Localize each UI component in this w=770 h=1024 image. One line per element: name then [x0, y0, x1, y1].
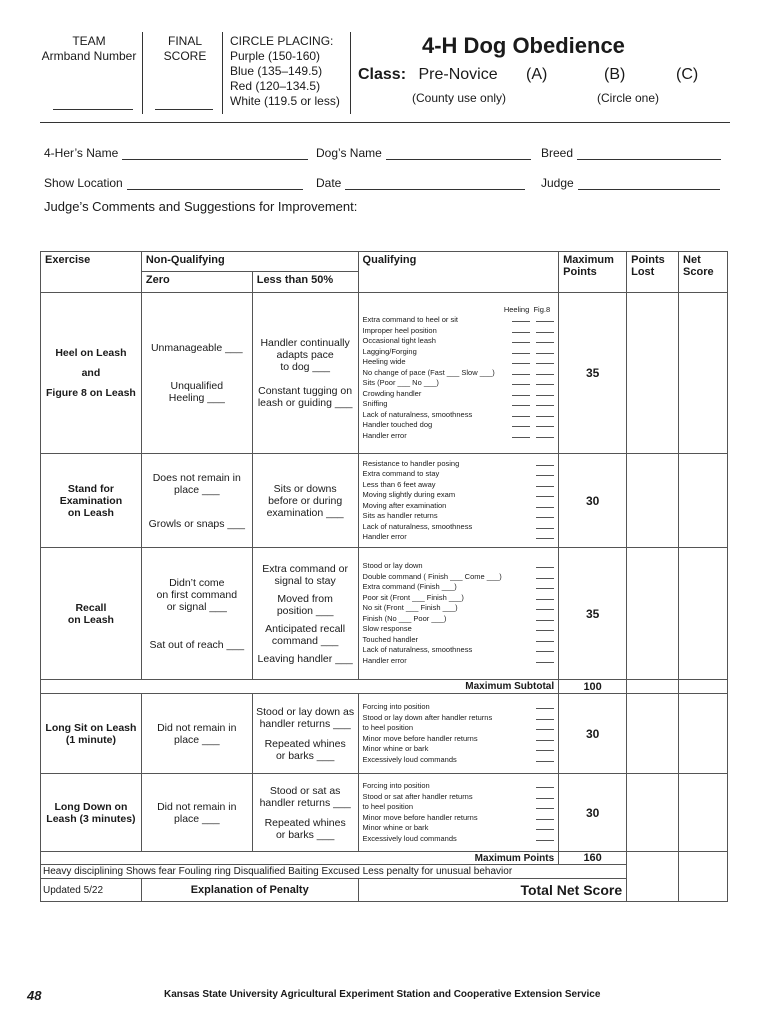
deduction-blank[interactable]: [530, 755, 554, 766]
deduction-blank[interactable]: [530, 593, 554, 604]
heel-name-1: Heel on Leash: [55, 347, 127, 359]
col-score: Score: [683, 266, 714, 278]
deduction-blank[interactable]: [530, 614, 554, 625]
qualifying-item: [363, 834, 555, 845]
qualifying-item: [363, 399, 555, 410]
longdown-max: 30: [559, 774, 627, 852]
qualifying-item: [363, 480, 555, 491]
recall-name-2: on Leash: [67, 613, 114, 626]
recall-less-5: Anticipated recall: [265, 622, 346, 635]
deduction-blank[interactable]: [530, 480, 554, 491]
qualifying-item: [363, 368, 555, 379]
heel-points-lost[interactable]: [627, 293, 679, 454]
longsit-net-score[interactable]: [679, 694, 728, 774]
recall-net-score[interactable]: [679, 548, 728, 680]
longsit-less-1: Stood or lay down as: [256, 705, 355, 718]
deduction-blank[interactable]: [530, 781, 554, 792]
recall-less-1: Extra command or: [262, 562, 349, 575]
qualifying-item: [363, 357, 555, 368]
heel-zero-1[interactable]: Unmanageable ___: [150, 342, 243, 354]
deduction-blank[interactable]: [530, 813, 554, 824]
breed-field[interactable]: [541, 146, 721, 160]
longsit-less50: [252, 694, 358, 774]
qualifying-item-label: to heel position: [362, 723, 413, 732]
col-lost: Lost: [631, 266, 655, 278]
final-score-label: [150, 34, 220, 64]
longsit-qualifying: [358, 694, 559, 774]
qualifying-item-label: Excessively loud commands: [362, 833, 457, 843]
longsit-less-4[interactable]: or barks ___: [275, 749, 335, 762]
longsit-zero-1: Did not remain in: [157, 721, 237, 734]
longsit-zero: [141, 694, 252, 774]
col-zero: Zero: [141, 272, 252, 293]
heel-less-2: adapts pace: [276, 349, 334, 361]
longdown-name-1: Long Down on: [54, 800, 128, 813]
placing-blue: Blue (135–149.5): [230, 64, 323, 78]
breed-label: Breed: [541, 146, 574, 160]
qualifying-item-label: Touched handler: [362, 634, 419, 644]
deduction-blank[interactable]: [530, 792, 554, 803]
heel-qualifying: [358, 293, 559, 454]
county-use: (County use only): [412, 91, 507, 105]
deduction-blank[interactable]: [530, 734, 554, 745]
page-number: 48: [27, 988, 42, 1003]
qualifying-item: [363, 561, 555, 572]
qualifying-item: [363, 469, 555, 480]
deduction-blank[interactable]: [530, 582, 554, 593]
subtotal-value: 100: [559, 680, 627, 694]
col-points-lost: [627, 252, 679, 293]
qualifying-item: [363, 645, 555, 656]
qualifying-item-label: Minor whine or bark: [362, 823, 429, 832]
qualifying-item: [363, 734, 555, 745]
maxpoints-value: 160: [559, 852, 627, 865]
score-blank[interactable]: [155, 109, 213, 110]
date-field[interactable]: [316, 176, 525, 190]
deduction-blank[interactable]: [506, 420, 554, 431]
stand-qualifying: [358, 454, 559, 548]
longsit-name-2: (1 minute): [65, 733, 117, 746]
penalty-list[interactable]: Heavy disciplining Shows fear Fouling ring Disqualified Baiting Excused Less penalty for unusual behavior: [41, 865, 627, 879]
deduction-blank[interactable]: [530, 823, 554, 834]
heel-zero: [141, 293, 252, 454]
longsit-name-1: Long Sit on Leash: [45, 721, 137, 734]
divider: [350, 32, 351, 114]
recall-name-1: Recall: [75, 601, 107, 614]
longsit-zero-2[interactable]: place ___: [174, 733, 220, 746]
deduction-blank[interactable]: [506, 431, 554, 442]
deduction-blank[interactable]: [530, 713, 554, 724]
dog-name-field[interactable]: [316, 146, 531, 160]
recall-zero-1: Didn’t come: [169, 576, 225, 589]
qualifying-item: [363, 593, 555, 604]
placing-red: Red (120–134.5): [230, 79, 321, 93]
stand-less-3[interactable]: examination ___: [266, 506, 344, 519]
longsit-q-list: [363, 702, 555, 765]
show-location-label: Show Location: [44, 176, 123, 190]
deduction-blank[interactable]: [530, 635, 554, 646]
her-name-field[interactable]: [44, 146, 308, 160]
team-blank[interactable]: [53, 109, 133, 110]
qualifying-item: [363, 326, 555, 337]
qualifying-item: [363, 347, 555, 358]
qualifying-item-label: Moving after examination: [362, 500, 447, 510]
heel-less-3[interactable]: to dog ___: [280, 361, 330, 373]
heel-net-score[interactable]: [679, 293, 728, 454]
qualifying-item: [363, 378, 555, 389]
col-exercise: Exercise: [41, 252, 142, 293]
option-c[interactable]: (C): [676, 66, 699, 83]
qualifying-item-label: Lack of naturalness, smoothness: [362, 521, 473, 531]
qualifying-item: [363, 431, 555, 442]
longsit-less-3: Repeated whines: [264, 737, 346, 750]
qualifying-item-label: Excessively loud commands: [362, 754, 457, 764]
recall-q-list: [363, 561, 555, 666]
recall-less-6[interactable]: command ___: [271, 634, 339, 647]
deduction-blank[interactable]: [506, 357, 554, 368]
subtotal-lost[interactable]: [627, 680, 679, 694]
circle-one: (Circle one): [597, 91, 660, 105]
recall-zero-4[interactable]: Sat out of reach ___: [149, 638, 245, 651]
class-row: [358, 66, 718, 84]
deduction-blank[interactable]: [530, 459, 554, 470]
stand-zero-1: Does not remain in: [152, 471, 241, 484]
comments-heading: Judge’s Comments and Suggestions for Improvement:: [44, 199, 358, 214]
qualifying-item: [363, 792, 555, 803]
deduction-blank[interactable]: [506, 347, 554, 358]
deduction-blank[interactable]: [530, 723, 554, 734]
longsit-less-2[interactable]: handler returns ___: [259, 717, 351, 730]
recall-less-2: signal to stay: [274, 574, 336, 587]
qualifying-item-label: Less than 6 feet away: [362, 479, 436, 489]
qualifying-item: [363, 582, 555, 593]
longsit-points-lost[interactable]: [627, 694, 679, 774]
deduction-blank[interactable]: [506, 389, 554, 400]
maxpoints-row: [41, 852, 728, 865]
longdown-zero-1: Did not remain in: [157, 800, 237, 813]
heel-less50: [252, 293, 358, 454]
qualifying-item-label: Improper heel position: [362, 325, 437, 335]
longdown-less-3: Repeated whines: [264, 816, 346, 829]
subtotal-label: Maximum Subtotal: [41, 680, 559, 694]
longdown-less-4[interactable]: or barks ___: [275, 828, 335, 841]
stand-zero-3[interactable]: Growls or snaps ___: [148, 517, 245, 530]
qualifying-item-label: Lack of naturalness, smoothness: [362, 409, 473, 419]
heel-max: 35: [559, 293, 627, 454]
heel-zero-3[interactable]: Heeling ___: [168, 392, 225, 404]
stand-name-2: Examination: [59, 494, 123, 507]
qualifying-item: [363, 656, 555, 667]
qualifying-item-label: No change of pace (Fast ___ Slow ___): [362, 367, 495, 377]
deduction-blank[interactable]: [530, 501, 554, 512]
qualifying-item-label: Crowding handler: [362, 388, 422, 398]
qualifying-item: [363, 522, 555, 533]
penalty-row: [41, 865, 728, 879]
qualifying-item-label: Sniffing: [362, 399, 388, 409]
footer-institution: Kansas State University Agricultural Experiment Station and Cooperative Extension Service: [164, 989, 601, 1000]
stand-zero: [141, 454, 252, 548]
armband-text: Armband Number: [41, 49, 137, 63]
col-less50: Less than 50%: [252, 272, 358, 293]
qualifying-item-label: Lack of naturalness, smoothness: [362, 645, 473, 654]
deduction-blank[interactable]: [530, 511, 554, 522]
col-points: Points: [631, 254, 665, 266]
deduction-blank[interactable]: [530, 603, 554, 614]
qualifying-item-label: Minor move before handler returns: [362, 733, 478, 743]
recall-points-lost[interactable]: [627, 548, 679, 680]
longsit-exercise: [41, 694, 142, 774]
stand-net-score[interactable]: [679, 454, 728, 548]
col-max-1: Maximum: [563, 254, 614, 266]
longdown-q-list: [363, 781, 555, 844]
col-max-2: Points: [563, 266, 597, 278]
table-row: [41, 454, 728, 548]
qualifying-item: [363, 635, 555, 646]
deduction-blank[interactable]: [530, 744, 554, 755]
qualifying-item-label: Finish (No ___ Poor ___): [362, 613, 447, 623]
stand-q-list: [363, 459, 555, 543]
qualifying-item: [363, 420, 555, 431]
recall-less-3: Moved from: [277, 592, 333, 605]
heeling-col: Heeling: [503, 304, 530, 314]
team-label: [40, 34, 138, 64]
qualifying-item-label: Lagging/Forging: [362, 346, 417, 356]
deduction-blank[interactable]: [506, 399, 554, 410]
qualifying-item-label: Forcing into position: [362, 702, 430, 711]
qualifying-item: [363, 410, 555, 421]
qualifying-item-label: Handler error: [362, 532, 407, 541]
option-b[interactable]: (B): [604, 66, 626, 83]
deduction-blank[interactable]: [506, 315, 554, 326]
deduction-blank[interactable]: [506, 368, 554, 379]
col-qual: Qualifying: [358, 252, 559, 293]
stand-less-1: Sits or downs: [273, 482, 337, 495]
placing-purple: Purple (150-160): [230, 49, 321, 63]
qualifying-item: [363, 813, 555, 824]
qualifying-item-label: Handler error: [362, 655, 407, 665]
qualifying-item: [363, 389, 555, 400]
qualifying-item-label: No sit (Front ___ Finish ___): [362, 603, 458, 612]
qualifying-item-label: Extra command to stay: [362, 469, 440, 478]
col-net: Net: [683, 254, 701, 266]
heel-q-list: [363, 315, 555, 441]
qualifying-item-label: Extra command to heel or sit: [362, 315, 459, 325]
qualifying-item: [363, 459, 555, 470]
qualifying-item: [363, 802, 555, 813]
total-net-label: Total Net Score: [358, 879, 627, 902]
qualifying-item: [363, 490, 555, 501]
longdown-qualifying: [358, 774, 559, 852]
total-row: [41, 879, 728, 902]
deduction-blank[interactable]: [530, 469, 554, 480]
deduction-blank[interactable]: [530, 834, 554, 845]
qualifying-item-label: Moving slightly during exam: [362, 490, 456, 499]
deduction-blank[interactable]: [530, 561, 554, 572]
qualifying-item: [363, 572, 555, 583]
qualifying-item-label: to heel position: [362, 802, 413, 811]
qualifying-item-label: Extra command (Finish ___): [362, 582, 457, 591]
recall-exercise: [41, 548, 142, 680]
stand-less50: [252, 454, 358, 548]
deduction-blank[interactable]: [530, 645, 554, 656]
heel-name-3: Figure 8 on Leash: [46, 387, 136, 399]
total-net[interactable]: [679, 852, 728, 902]
qualifying-item: [363, 315, 555, 326]
deduction-blank[interactable]: [530, 572, 554, 583]
heel-exercise: [41, 293, 142, 454]
qualifying-item: [363, 603, 555, 614]
longdown-name-2: Leash (3 minutes): [46, 812, 136, 825]
longdown-less-2[interactable]: handler returns ___: [259, 796, 351, 809]
deduction-blank[interactable]: [506, 326, 554, 337]
qualifying-item: [363, 624, 555, 635]
heel-name-2: and: [81, 367, 101, 379]
qualifying-item: [363, 713, 555, 724]
longdown-exercise: [41, 774, 142, 852]
page-title: 4-H Dog Obedience: [422, 33, 625, 58]
explanation-label: Explanation of Penalty: [141, 879, 358, 902]
stand-max: 30: [559, 454, 627, 548]
stand-less-2: before or during: [268, 494, 343, 507]
col-nonqual: Non-Qualifying: [141, 252, 358, 272]
class-label: Class:: [358, 66, 407, 83]
qualifying-item: [363, 823, 555, 834]
qualifying-item-label: Sits (Poor ___ No ___): [362, 378, 439, 388]
dog-name-label: Dog’s Name: [316, 146, 382, 160]
judge-label: Judge: [541, 176, 574, 190]
qualifying-item-label: Minor move before handler returns: [362, 812, 478, 822]
table-row: [41, 774, 728, 852]
date-label: Date: [316, 176, 342, 190]
table-row: [41, 694, 728, 774]
col-net-score: [679, 252, 728, 293]
table-row: [41, 293, 728, 454]
option-a[interactable]: (A): [526, 66, 548, 83]
qualifying-item: [363, 501, 555, 512]
recall-less-7[interactable]: Leaving handler ___: [257, 652, 353, 665]
fig8-col: Fig.8: [533, 304, 551, 314]
updated-label: Updated 5/22: [41, 879, 142, 902]
score-table: [40, 251, 728, 902]
longdown-points-lost[interactable]: [627, 774, 679, 852]
qualifying-item-label: Handler error: [362, 430, 407, 440]
qualifying-item: [363, 744, 555, 755]
heel-zero-2: Unqualified: [170, 380, 224, 392]
her-name-label: 4-Her’s Name: [44, 146, 119, 160]
qualifying-item-label: Minor whine or bark: [362, 744, 429, 753]
circle-placing: [230, 34, 340, 109]
longsit-max: 30: [559, 694, 627, 774]
qualifying-item: [363, 755, 555, 766]
deduction-blank[interactable]: [530, 802, 554, 813]
recall-zero: [141, 548, 252, 680]
class-value: Pre-Novice: [418, 66, 498, 83]
qualifying-item: [363, 336, 555, 347]
table-row: [41, 548, 728, 680]
recall-less-4[interactable]: position ___: [276, 604, 334, 617]
longdown-net-score[interactable]: [679, 774, 728, 852]
qualifying-item: [363, 511, 555, 522]
maxpoints-label: Maximum Points: [41, 852, 559, 865]
recall-qualifying: [358, 548, 559, 680]
qualifying-item-label: Heeling wide: [362, 357, 406, 367]
qualifying-item-label: Forcing into position: [362, 781, 430, 790]
placing-title: CIRCLE PLACING:: [230, 34, 334, 48]
stand-name-1: Stand for: [67, 482, 114, 495]
qualifying-item: [363, 702, 555, 713]
qualifying-item-label: Slow response: [362, 624, 412, 633]
deduction-blank[interactable]: [530, 624, 554, 635]
qualifying-item: [363, 532, 555, 543]
subtotal-row: [41, 680, 728, 694]
heel-less-5[interactable]: leash or guiding ___: [257, 397, 353, 409]
deduction-blank[interactable]: [530, 490, 554, 501]
qualifying-item-label: Poor sit (Front ___ Finish ___): [362, 592, 464, 602]
recall-zero-3[interactable]: or signal ___: [166, 600, 227, 613]
heel-less-4: Constant tugging on: [258, 385, 353, 397]
longdown-zero-2[interactable]: place ___: [174, 812, 220, 825]
recall-less50: [252, 548, 358, 680]
stand-name-3: on Leash: [67, 506, 114, 519]
qualifying-item-label: Sits as handler returns: [362, 511, 438, 520]
qualifying-item-label: Stood or lay down: [362, 561, 423, 570]
qualifying-item-label: Stood or lay down after handler returns: [362, 712, 493, 722]
qualifying-item-label: Occasional tight leash: [362, 336, 436, 346]
recall-zero-2: on first command: [156, 588, 238, 601]
qualifying-item-label: Stood or sat after handler returns: [362, 791, 473, 801]
qualifying-item: [363, 614, 555, 625]
stand-points-lost[interactable]: [627, 454, 679, 548]
longdown-less50: [252, 774, 358, 852]
subtotal-net[interactable]: [679, 680, 728, 694]
deduction-blank[interactable]: [530, 702, 554, 713]
deduction-blank[interactable]: [530, 532, 554, 543]
team-text: TEAM: [72, 34, 106, 48]
longdown-less-1: Stood or sat as: [269, 784, 341, 797]
total-lost[interactable]: [627, 852, 679, 902]
deduction-blank[interactable]: [530, 656, 554, 667]
qualifying-item-label: Handler touched dog: [362, 420, 433, 430]
stand-exercise: [41, 454, 142, 548]
qualifying-item-label: Double command ( Finish ___ Come ___): [362, 571, 502, 581]
stand-zero-2[interactable]: place ___: [174, 483, 220, 496]
qualifying-item: [363, 723, 555, 734]
heel-less-1: Handler continually: [260, 337, 350, 349]
deduction-blank[interactable]: [530, 522, 554, 533]
qualifying-item-label: Resistance to handler posing: [362, 458, 460, 468]
placing-white: White (119.5 or less): [230, 94, 340, 108]
col-max: [559, 252, 627, 293]
deduction-blank[interactable]: [506, 378, 554, 389]
recall-max: 35: [559, 548, 627, 680]
final-text: FINAL: [167, 34, 202, 48]
show-location-field[interactable]: [44, 176, 303, 190]
qualifying-item: [363, 781, 555, 792]
deduction-blank[interactable]: [506, 410, 554, 421]
header-rule: [40, 122, 730, 123]
divider: [222, 32, 223, 114]
divider: [142, 32, 143, 114]
deduction-blank[interactable]: [506, 336, 554, 347]
score-text: SCORE: [163, 49, 207, 63]
judge-field[interactable]: [541, 176, 720, 190]
longdown-zero: [141, 774, 252, 852]
